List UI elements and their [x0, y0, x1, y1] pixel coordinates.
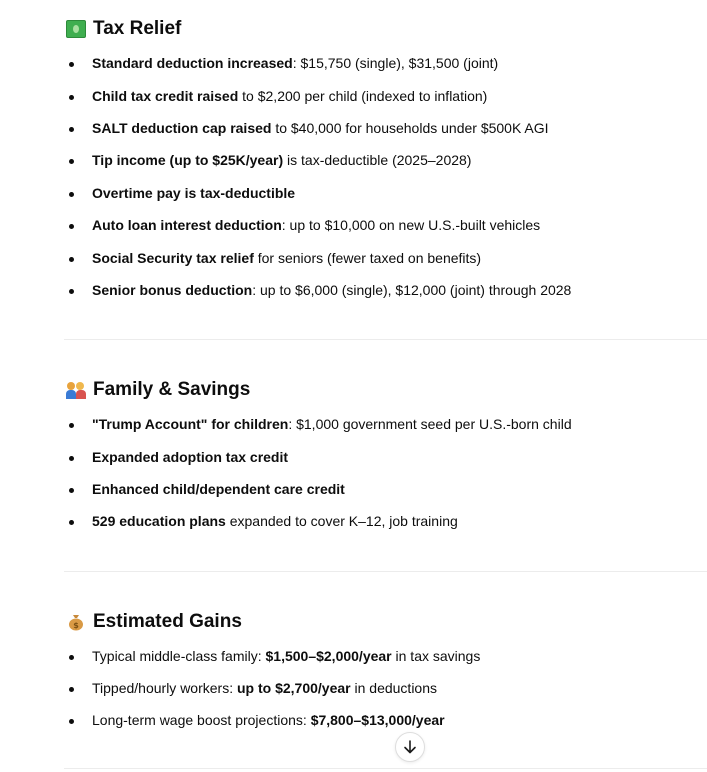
item-bold: "Trump Account" for children — [92, 416, 289, 432]
scroll-to-bottom-button[interactable] — [395, 732, 425, 762]
section-title: Tax Relief — [93, 18, 182, 39]
item-bold: $1,500–$2,000/year — [265, 648, 392, 664]
item-bold: SALT deduction cap raised — [92, 120, 272, 136]
item-bold: Tip income (up to $25K/year) — [92, 152, 284, 168]
item-bold: Social Security tax relief — [92, 250, 254, 266]
bullet — [69, 520, 74, 525]
item-text: expanded to cover K–12, job training — [225, 513, 458, 529]
section-title: Family & Savings — [93, 379, 251, 400]
item-bold: Auto loan interest deduction — [92, 217, 282, 233]
svg-text:$: $ — [73, 621, 79, 630]
section-divider — [64, 768, 707, 769]
bullet — [69, 719, 74, 724]
bullet — [69, 456, 74, 461]
item-bold: Standard deduction increased — [92, 55, 293, 71]
bullet — [69, 192, 74, 197]
item-text: for seniors (fewer taxed on benefits) — [253, 250, 482, 266]
item-bold: up to $2,700/year — [236, 680, 351, 696]
item-bold: Senior bonus deduction — [92, 282, 253, 298]
item-text: to $2,200 per child (indexed to inflation) — [238, 88, 488, 104]
item-text: to $40,000 for households under $500K AGI — [271, 120, 549, 136]
item-bold: Enhanced child/dependent care credit — [92, 481, 345, 497]
bullet — [69, 127, 74, 132]
section-heading-family-savings — [66, 379, 250, 401]
bullet — [69, 62, 74, 67]
item-bold: Expanded adoption tax credit — [92, 449, 289, 465]
section-divider — [64, 571, 707, 572]
item-text: in tax savings — [391, 648, 481, 664]
money-icon — [66, 20, 86, 38]
item-text: Tipped/hourly workers: — [92, 680, 237, 696]
section-heading-tax-relief — [66, 18, 181, 40]
item-text: : $1,000 government seed per U.S.-born child — [288, 416, 572, 432]
bullet — [69, 224, 74, 229]
arrow-down-icon — [396, 733, 424, 761]
item-text: in deductions — [350, 680, 438, 696]
item-bold: $7,800–$13,000/year — [310, 712, 445, 728]
bullet — [69, 655, 74, 660]
bullet — [69, 257, 74, 262]
section-divider — [64, 339, 707, 340]
family-icon — [66, 381, 86, 399]
bullet — [69, 95, 74, 100]
bullet — [69, 159, 74, 164]
item-text: : up to $10,000 on new U.S.-built vehicles — [281, 217, 541, 233]
section-title: Estimated Gains — [93, 611, 242, 632]
item-text: Long-term wage boost projections: — [92, 712, 311, 728]
money-bag-icon — [66, 613, 86, 631]
item-text: : up to $6,000 (single), $12,000 (joint) through 2028 — [252, 282, 572, 298]
section-heading-estimated-gains — [66, 611, 242, 633]
item-text: : $15,750 (single), $31,500 (joint) — [292, 55, 499, 71]
item-text: Typical middle-class family: — [92, 648, 266, 664]
item-bold: Overtime pay is tax-deductible — [92, 185, 296, 201]
item-text: is tax-deductible (2025–2028) — [283, 152, 472, 168]
bullet — [69, 687, 74, 692]
item-bold: 529 education plans — [92, 513, 226, 529]
bullet — [69, 488, 74, 493]
bullet — [69, 289, 74, 294]
item-bold: Child tax credit raised — [92, 88, 239, 104]
bullet — [69, 423, 74, 428]
